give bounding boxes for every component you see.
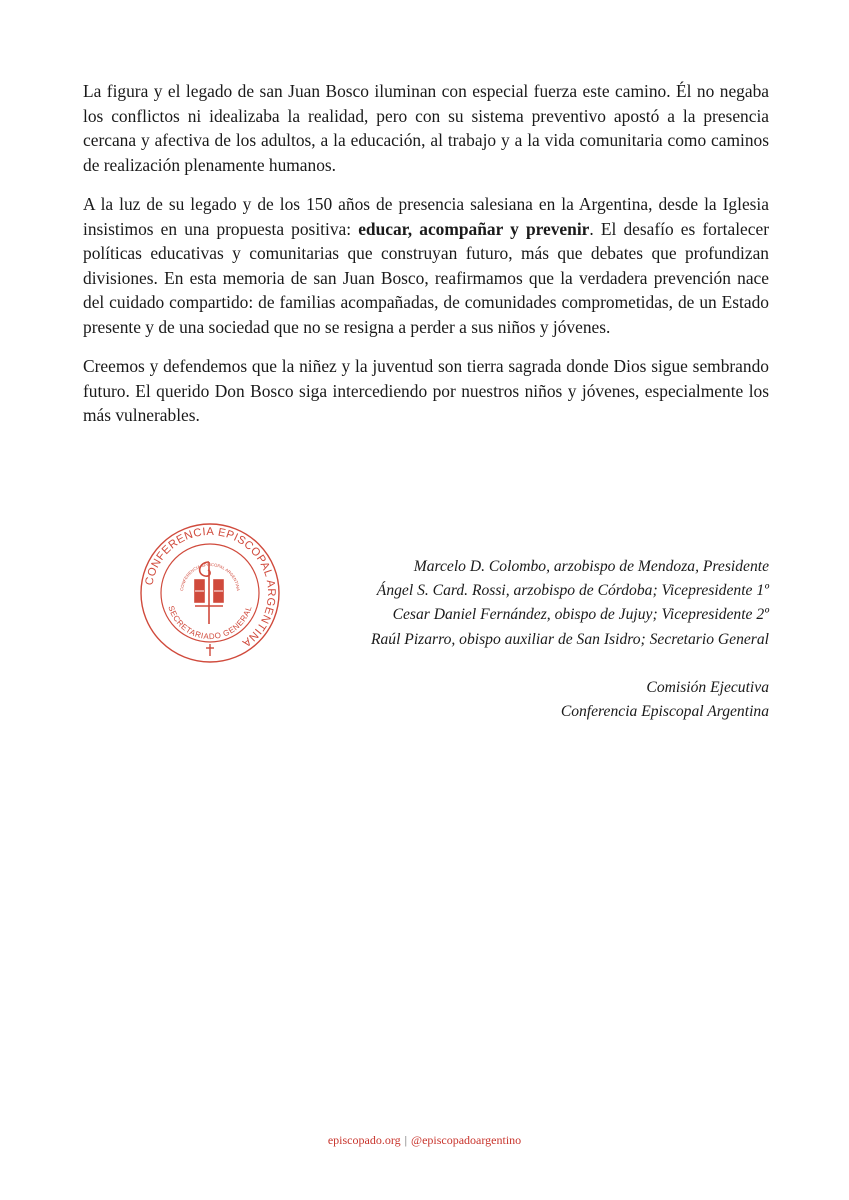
signature-president: Marcelo D. Colombo, arzobispo de Mendoza, Presidente: [413, 558, 769, 575]
paragraph-legacy: La figura y el legado de san Juan Bosco iluminan con especial fuerza este camino. Él no negaba los conflictos ni idealizaba la realidad, pero con su sistema preventivo apostó a la presencia cercana y afectiva de los adultos, a la educación, al trabajo y a la vida comunitaria como caminos de realización plenamente humanos.: [83, 81, 769, 175]
signature-block: [249, 555, 769, 724]
signature-spacer: [249, 652, 769, 676]
cross-icon: [206, 644, 214, 656]
seal-center-text: [179, 562, 241, 591]
closing-conference: Conferencia Episcopal Argentina: [560, 703, 769, 721]
seal-inner-textpath: SECRETARIADO GENERAL: [166, 604, 254, 642]
paragraph-proposal: [83, 192, 769, 340]
signature-secretary: Raúl Pizarro, obispo auxiliar de San Isidro; Secretario General: [370, 630, 769, 648]
paragraph-proposal-intro: A la luz de su legado y de los 150 años de presencia salesiana en la Argentina, desde la Iglesia insistimos en una propuesta positiva:: [83, 193, 769, 239]
seal-outer-textpath: CONFERENCIA EPISCOPAL ARGENTINA: [143, 525, 278, 650]
signature-vicepresident-1: Ángel S. Card. Rossi, arzobispo de Córdoba; Vicepresidente 1º: [376, 582, 769, 600]
signature-vicepresident-2: Cesar Daniel Fernández, obispo de Jujuy; Vicepresidente 2º: [392, 606, 769, 624]
footer-social-handle[interactable]: @episcopadoargentino: [411, 1133, 522, 1147]
footer-separator: |: [404, 1133, 408, 1147]
seal-inner-text: [166, 605, 253, 642]
paragraph-closing: Creemos y defendemos que la niñez y la juventud son tierra sagrada donde Dios sigue sembrando futuro. El querido Don Bosco siga intercediendo por nuestros niños y jóvenes, especialmente los más vulnerables.: [83, 356, 769, 426]
paragraph-proposal-rest: . El desafío es fortalecer políticas educativas y comunitarias que construyan futuro, más que debates que profundizan divisiones. En esta memoria de san Juan Bosco, reafirmamos que la verdadera prevención nace del cuidado compartido: de familias acompañadas, de comunidades comprometidas, de un Estado presente y de una sociedad que no se resigna a perder a sus niños y jóvenes.: [83, 218, 769, 337]
closing-commission: Comisión Ejecutiva: [646, 678, 769, 696]
footer-website-link[interactable]: episcopado.org: [327, 1133, 401, 1147]
page-footer: [0, 1133, 849, 1148]
seal-center-textpath: CONFERENCIA EPISCOPAL ARGENTINA: [179, 561, 241, 592]
letter-body: [83, 79, 769, 443]
crozier-emblem-icon: [195, 562, 223, 624]
seal-inner-ring: [161, 544, 259, 642]
paragraph-proposal-emphasis: educar, acompañar y prevenir: [358, 218, 590, 239]
